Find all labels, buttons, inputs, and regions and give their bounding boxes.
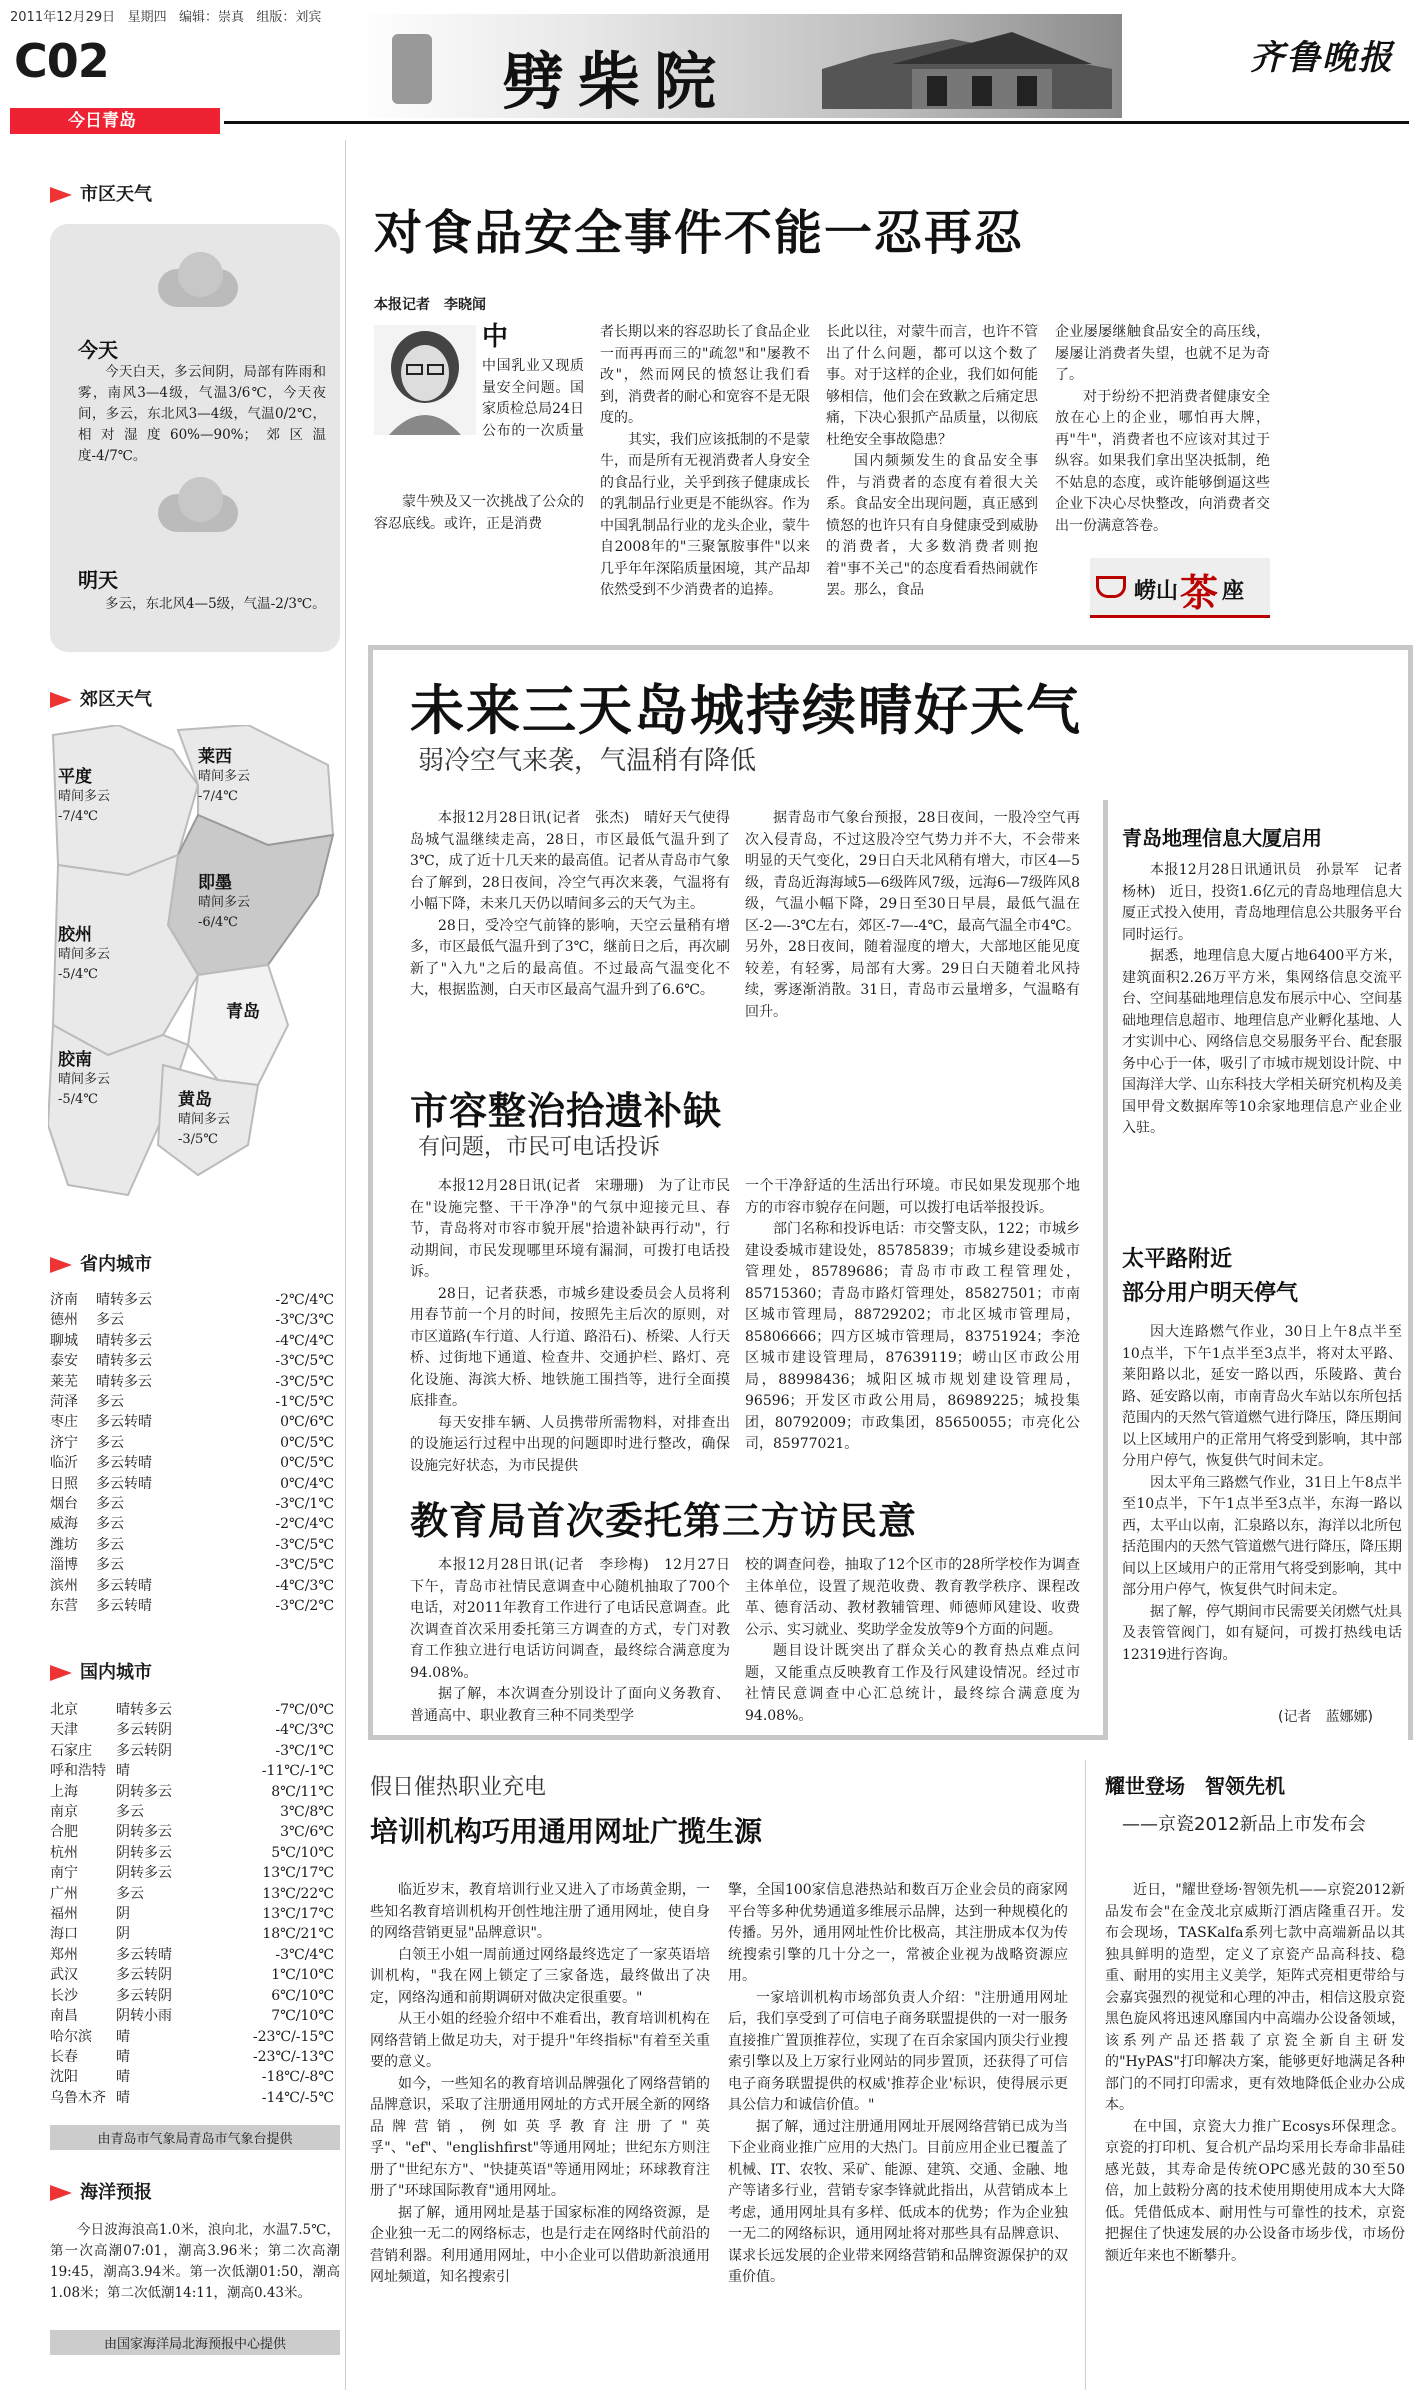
city-temp: -2℃/4℃ [275, 1292, 334, 1308]
city-temp: 7℃/10℃ [271, 2008, 334, 2025]
a8-title: 耀世登场 智领先机 [1105, 1774, 1285, 1798]
city-name: 哈尔滨 [50, 2028, 92, 2045]
suburb-map [48, 725, 340, 1325]
city-name: 日照 [50, 1475, 78, 1492]
prov-city-row [50, 1290, 340, 1310]
city-name: 合肥 [50, 1824, 78, 1841]
city-temp: 18℃/21℃ [262, 1926, 334, 1943]
a3-col2-p2: 部门名称和投诉电话：市交警支队，122；市城乡建设委城市建设处，85785839；市城乡建设委城市管理处，85789686；青岛市市政工程管理处，85715360；青岛市路灯管理处，85827501；市南区城市管理局，88729202；市北区城市管理局，85806666；四方区城市管理局，83751924；李沧区城市建设管理局，87639119；崂山区市政公用局，88998436；城阳区城市规划建设管理局，96596；开发区市政公用局，86989225；城投集团，80792009；市政集团，85650055；市亮化公司，85977021。 [745, 1221, 1080, 1452]
cloud-icon [148, 469, 248, 539]
brand-logo: 齐鲁晚报 [1250, 38, 1394, 78]
city-name: 淄博 [50, 1557, 78, 1574]
city-name: 北京 [50, 1702, 78, 1718]
city-condition: 晴 [116, 2048, 130, 2065]
ocean-heading [50, 2178, 152, 2204]
a1-col4 [1055, 322, 1270, 537]
city-name: 福州 [50, 1906, 78, 1923]
city-temp: 13℃/17℃ [262, 1865, 334, 1882]
reporter-portrait [374, 325, 476, 435]
city-name: 天津 [50, 1722, 78, 1739]
nat-city-row [50, 2088, 340, 2108]
prov-city-row [50, 1372, 340, 1392]
city-condition: 多云转阴 [116, 1967, 172, 1984]
section-banner [10, 108, 220, 134]
a1-col4-p2: 对于纷纷不把消费者健康安全放在心上的企业，哪怕再大牌，再"牛"，消费者也不应该对其过于纵容。如果我们拿出坚决抵制，绝不姑息的态度，或许能够倒逼这些企业下决心尽快整改，向消费者交出一份满意答卷。 [1055, 388, 1270, 534]
city-condition: 晴 [116, 2028, 130, 2045]
header-meta [10, 6, 321, 25]
nat-city-row [50, 1924, 340, 1944]
a3-col1-p3: 每天安排车辆、人员携带所需物料，对排查出的设施运行过程中出现的问题即时进行整改，确保设施完好状态，为市民提供 [410, 1414, 730, 1474]
a3-col1-p1: 本报12月28日讯(记者 宋珊珊) 为了让市民在"设施完整、干干净净"的气氛中迎接元旦、春节，青岛将对市容市貌开展"拾遗补缺再行动"，行动期间，市民发现哪里环境有漏洞，可拨打电话投诉。 [410, 1178, 730, 1280]
a7-title: 培训机构巧用通用网址广揽生源 [370, 1815, 763, 1848]
city-name: 济宁 [50, 1434, 78, 1451]
a1-col1-text [482, 356, 584, 442]
tomorrow-text: 多云，东北风4—5级，气温-2/3℃。 [105, 596, 326, 612]
city-temp: -3℃/5℃ [275, 1557, 334, 1574]
a2-title: 未来三天岛城持续晴好天气 [410, 679, 1082, 742]
logo-part-a: 崂山 [1134, 579, 1179, 604]
arrow-icon [50, 1257, 72, 1273]
a4-col1-p2: 据了解，本次调查分别设计了面向义务教育、普通高中、职业教育三种不同类型学 [410, 1686, 730, 1724]
a1-col1-p1: 中国乳业又现质量安全问题。国家质检总局24日公布的一次质量 [482, 358, 584, 439]
city-temp: 3℃/8℃ [280, 1804, 334, 1821]
suburb-desc: 晴间多云 [198, 895, 251, 910]
weather-source: 由青岛市气象局青岛市气象台提供 [50, 2125, 340, 2150]
a1-col3-p2: 国内频频发生的食品安全事件，与消费者的态度有着很大关系。食品安全出现问题，真正感到愤怒的也许只有自身健康受到威胁的消费者，大多数消费者则抱着"事不关己"的态度看看热闹就作罢。那么，食品 [826, 453, 1038, 598]
feature-frame-bottom [368, 1735, 1103, 1740]
city-name: 莱芜 [50, 1373, 78, 1390]
suburb-qingdao: 青岛 [226, 1002, 260, 1022]
a8-p2: 在中国，京瓷大力推广Ecosys环保理念。京瓷的打印机、复合机产品均采用长寿命非晶硅感光鼓，其寿命是传统OPC感光鼓的30至50倍，加上鼓粉分离的技术使用期使用成本大大降低。凭借低成本、耐用性与可靠性的技术，京瓷把握住了快速发展的办公设备市场步伐，市场份额近年来也不断攀升。 [1105, 2118, 1405, 2264]
city-condition: 多云转晴 [116, 1946, 172, 1963]
a5-title: 青岛地理信息大厦启用 [1122, 826, 1322, 850]
nat-city-row [50, 1884, 340, 1904]
a7-kicker: 假日催热职业充电 [370, 1775, 547, 1800]
prov-heading [50, 1250, 152, 1276]
a2-col1-p2: 28日，受冷空气前锋的影响，天空云量稍有增多，市区最低气温升到了3℃，继前日之后，再次刷新了"入九"之后的最高值。不过最高气温变化不大，根据监测，白天市区最高气温升到了6.6℃。 [410, 917, 730, 998]
suburb-temp: -5/4℃ [58, 1092, 98, 1107]
city-condition: 多云转晴 [96, 1475, 152, 1492]
suburb-desc: 晴间多云 [58, 947, 111, 962]
a1-title: 对食品安全事件不能一忍再忍 [374, 205, 1025, 261]
a6-p3: 据了解，停气期间市民需要关闭燃气灶具及表管管阀门，如有疑问，可拨打热线电话12319进行咨询。 [1122, 1603, 1402, 1663]
a8-body [1105, 1880, 1405, 2267]
a7-c1-p2: 白领王小姐一周前通过网络最终选定了一家英语培训机构，"我在网上锁定了三家备选，最终做出了决定，网络沟通和前期调研对做决定很重要。" [370, 1946, 710, 2006]
city-condition: 晴转多云 [96, 1292, 152, 1308]
city-condition: 多云 [96, 1394, 124, 1411]
a5-body [1122, 860, 1416, 1140]
suburb-desc: 晴间多云 [178, 1112, 231, 1127]
city-condition: 多云转阴 [116, 1987, 172, 2004]
header-weekday: 星期四 [127, 10, 167, 25]
city-condition: 阴转多云 [116, 1783, 172, 1800]
prov-city-row [50, 1555, 340, 1575]
prov-city-row [50, 1310, 340, 1330]
column-banner-art [352, 14, 1122, 118]
city-temp: -3℃/1℃ [275, 1742, 334, 1759]
suburb-name: 莱西 [198, 747, 232, 767]
a7-c2-p3: 据了解，通过注册通用网址开展网络营销已成为当下企业商业推广应用的大热门。目前应用企业已覆盖了机械、IT、农牧、采矿、能源、建筑、交通、金融、地产等诸多行业，营销专家李锋就此指出，从营销成本上考虑，通用网址具有多样、低成本的优势；作为企业独一无二的网络标识，通用网址将对那些具有品牌意识、谋求长远发展的企业带来网络营销和品牌资源保护的双重价值。 [728, 2118, 1068, 2285]
nat-city-row [50, 1802, 340, 1822]
prov-city-row [50, 1412, 340, 1432]
ocean-text: 今日波海浪高1.0米，浪向北，水温7.5℃，第一次高潮07:01，潮高3.96米；第二次高潮19:45，潮高3.94米。第一次低潮01:50，潮高1.08米；第二次低潮14:11，潮高0.43米。 [50, 2222, 340, 2301]
city-temp: -4℃/3℃ [275, 1577, 334, 1594]
city-name: 潍坊 [50, 1536, 78, 1553]
suburb-temp: -5/4℃ [58, 967, 98, 982]
a3-col1 [410, 1176, 730, 1477]
a7-c1-p4: 如今，一些知名的教育培训品牌强化了网络营销的品牌意识，采取了注册通用网址的方式开展全新的网络品牌营销，例如英孚教育注册了"英孚"、"ef"、"englishfirst"等通用网址；世纪东方则注册了"世纪东方"、"快捷英语"等通用网址；环球教育注册了"环球国际教育"通用网址。 [370, 2075, 710, 2199]
page-number: C02 [14, 34, 109, 88]
city-temp: -3℃/5℃ [275, 1536, 334, 1553]
a3-col1-p2: 28日，记者获悉，市城乡建设委员会人员将利用春节前一个月的时间，按照先主后次的原则，对市区道路(车行道、人行道、路沿石)、桥梁、人行天桥、过街地下通道、检查井、交通护栏、路灯、亮化设施、海滨大桥、地铁施工围挡等，进行全面摸底排查。 [410, 1285, 730, 1409]
suburb-weather-heading [50, 685, 152, 711]
sidebar [0, 140, 345, 2400]
a1-col2-p2: 其实，我们应该抵制的不是蒙牛，而是所有无视消费者人身安全的食品行业，关乎到孩子健康成长的乳制品行业更是不能纵容。作为中国乳制品行业的龙头企业，蒙牛自2008年的"三聚氰胺事件"以来几乎年年深陷质量困境，其产品却依然受到不少消费者的追捧。 [600, 431, 810, 598]
nat-city-row [50, 2067, 340, 2087]
a1-col3 [826, 322, 1038, 602]
city-condition: 阴转小雨 [116, 2008, 172, 2025]
suburb-huangdao [178, 1090, 230, 1150]
prov-city-row [50, 1535, 340, 1555]
suburb-name: 黄岛 [178, 1090, 212, 1110]
city-condition: 多云转阴 [116, 1722, 172, 1739]
city-condition: 晴转多云 [96, 1332, 152, 1349]
city-temp: -11℃/-1℃ [261, 1763, 334, 1780]
ocean-title: 海洋预报 [80, 2182, 152, 2203]
column-banner [352, 14, 1122, 118]
prov-city-row [50, 1576, 340, 1596]
sidebar-divider [345, 140, 346, 2390]
a2-col1-p1: 本报12月28日讯(记者 张杰) 晴好天气使得岛城气温继续走高，28日，市区最低气温升到了3℃，成了近十几天来的最高值。记者从青岛市气象台了解到，28日夜间，冷空气再次来袭，气温将有小幅下降，未来几天仍以晴间多云的天气为主。 [410, 810, 730, 912]
city-temp: -3℃/5℃ [275, 1353, 334, 1370]
city-condition: 晴转多云 [116, 1702, 172, 1718]
a4-col2 [745, 1555, 1080, 1727]
header-rule [224, 121, 1409, 124]
suburb-desc: 晴间多云 [58, 1072, 111, 1087]
city-name: 南京 [50, 1804, 78, 1821]
arrow-icon [50, 2185, 72, 2201]
city-condition: 晴 [116, 2089, 130, 2106]
a1-col4-p1: 企业屡屡继触食品安全的高压线，屡屡让消费者失望，也就不足为奇了。 [1055, 324, 1270, 383]
a3-subtitle: 有问题，市民可电话投诉 [418, 1135, 661, 1160]
suburb-desc: 晴间多云 [198, 769, 251, 784]
city-name: 枣庄 [50, 1414, 78, 1431]
column-title: 劈柴院 [502, 45, 731, 118]
prov-city-row [50, 1494, 340, 1514]
a1-dropcap: 中 [482, 322, 509, 352]
nat-city-row [50, 1782, 340, 1802]
a2-col1 [410, 808, 730, 1002]
city-temp: 0℃/5℃ [280, 1434, 334, 1451]
cloud-icon [148, 244, 248, 314]
city-temp: -23℃/-13℃ [252, 2048, 334, 2065]
city-temp: -3℃/3℃ [275, 1312, 334, 1329]
suburb-jiaozhou [58, 925, 110, 985]
a1-col1 [482, 322, 584, 352]
city-name: 长春 [50, 2048, 78, 2065]
city-condition: 晴 [116, 2069, 130, 2086]
city-temp: -3℃/1℃ [275, 1496, 334, 1513]
a7-c1-p1: 临近岁末，教育培训行业又进入了市场黄金期，一些知名教育培训机构开创性地注册了通用网址，使自身的网络营销更显"品牌意识"。 [370, 1882, 710, 1941]
city-condition: 阴转多云 [116, 1844, 172, 1861]
a8-rule [1085, 1760, 1086, 2390]
section-label: 今日青岛 [68, 111, 136, 131]
nat-city-row [50, 1843, 340, 1863]
suburb-temp: -6/4℃ [198, 915, 238, 930]
city-weather-box [50, 224, 340, 652]
prov-city-row [50, 1453, 340, 1473]
city-name: 石家庄 [50, 1742, 92, 1759]
city-condition: 阴 [116, 1906, 130, 1923]
a1-col1-wide [374, 446, 584, 535]
a4-col1 [410, 1555, 730, 1727]
suburb-name: 胶南 [58, 1050, 92, 1070]
city-name: 德州 [50, 1312, 78, 1329]
prov-city-row [50, 1596, 340, 1616]
city-temp: -3℃/5℃ [275, 1373, 334, 1390]
nat-city-row [50, 2006, 340, 2026]
city-temp: -7℃/0℃ [275, 1702, 334, 1718]
city-condition: 阴 [116, 1926, 130, 1943]
city-condition: 晴 [116, 1763, 130, 1780]
city-condition: 多云 [96, 1496, 124, 1513]
nat-city-row [50, 1822, 340, 1842]
a8-p1: 近日，"耀世登场·智领先机——京瓷2012新品发布会"在金茂北京威斯汀酒店隆重召开。发布会现场，TASKalfa系列七款中高端新品以其独具鲜明的造型，定义了京瓷产品高科技、稳重、耐用的实用主义美学，矩阵式亮相更带给与会嘉宾强烈的视觉和心理的冲击，相信这股京瓷黑色旋风将迅速风靡国内中高端办公设备领域，该系列产品还搭载了京瓷全新自主研发的"HyPAS"打印解决方案，能够更好地满足各种部门的不同打印需求，更有效地降低企业办公成本。 [1105, 1882, 1405, 2113]
suburb-jimo [198, 873, 250, 933]
city-temp: -2℃/4℃ [275, 1516, 334, 1533]
prov-city-row [50, 1351, 340, 1371]
a1-col2 [600, 322, 810, 602]
a5-p1: 本报12月28日讯通讯员 孙景军 记者 杨林) 近日，投资1.6亿元的青岛地理信息大厦正式投入使用，青岛地理信息公共服务平台同时运行。 [1122, 862, 1416, 943]
a8-subtitle: ——京瓷2012新品上市发布会 [1122, 1814, 1366, 1835]
city-name: 长沙 [50, 1987, 78, 2004]
a7-col1 [370, 1880, 710, 2289]
a4-col1-p1: 本报12月28日讯(记者 李珍梅) 12月27日下午，青岛市社情民意调查中心随机抽取了700个电话，对2011年教育工作进行了电话民意调查。此次调查首次采用委托第三方调查的方式，专门对教育工作独立进行电话访问调查，最终综合满意度为94.08%。 [410, 1557, 730, 1681]
prov-table [50, 1290, 340, 1617]
a7-c2-p1: 擎，全国100家信息港热站和数百万企业会员的商家网平台等多种优势通道多维展示品牌，达到一种规模化的传播。另外，通用网址性价比极高，其注册成本仅为传统搜索引擎的几十分之一，常被企业视为战略资源应用。 [728, 1882, 1068, 1984]
city-name: 南昌 [50, 2008, 78, 2025]
suburb-desc: 晴间多云 [58, 789, 111, 804]
suburb-temp: -7/4℃ [198, 789, 238, 804]
city-condition: 晴转多云 [96, 1353, 152, 1370]
a1-col3-p1: 长此以往，对蒙牛而言，也许不管出了什么问题，都可以这个数了事。对于这样的企业，我们如何能够相信，他们会在致歉之后痛定思痛，下决心狠抓产品质量，以彻底杜绝安全事故隐患？ [826, 324, 1038, 448]
header-editor: 编辑：崇真 [179, 10, 245, 25]
suburb-name: 即墨 [198, 873, 232, 893]
city-temp: -4℃/3℃ [275, 1722, 334, 1739]
suburb-pingdu [58, 767, 110, 827]
city-temp: 1℃/10℃ [271, 1967, 334, 1984]
city-temp: -1℃/5℃ [275, 1394, 334, 1411]
a6-p2: 因太平角三路燃气作业，31日上午8点半至10点半，下午1点半至3点半，东海一路以西，太平山以南，汇泉路以东，海洋以北所包括范围内的天然气管道燃气进行降压，降压期间以上区域用户的正常用气将受到影响，其中部分用户停气，恢复供气时间未定。 [1122, 1474, 1402, 1598]
city-condition: 多云 [96, 1434, 124, 1451]
city-condition: 多云 [96, 1516, 124, 1533]
city-name: 济南 [50, 1292, 78, 1308]
a6-title-2: 部分用户明天停气 [1122, 1281, 1299, 1306]
prov-city-row [50, 1433, 340, 1453]
suburb-name: 胶州 [58, 925, 92, 945]
tomorrow-label: 明天 [78, 568, 118, 592]
city-condition: 多云 [96, 1312, 124, 1329]
nat-city-row [50, 1700, 340, 1720]
a1-byline: 本报记者 李晓闻 [374, 297, 486, 313]
city-temp: 5℃/10℃ [271, 1844, 334, 1861]
a2-col2 [745, 808, 1080, 1023]
ocean-source: 由国家海洋局北海预报中心提供 [50, 2330, 340, 2355]
city-name: 聊城 [50, 1332, 78, 1349]
today-text: 今天白天，多云间阴，局部有阵雨和雾，南风3—4级，气温3/6℃，今天夜间，多云，东北风3—4级，气温0/2℃，相对湿度60%—90%；郊区温度-4/7℃。 [78, 364, 326, 464]
header-layout: 组版：刘宾 [256, 10, 322, 25]
a6-title-1: 太平路附近 [1122, 1247, 1233, 1272]
nat-table [50, 1700, 340, 2108]
tea-cup-icon [1096, 576, 1126, 598]
a7-col2 [728, 1880, 1068, 2289]
city-temp: -3℃/4℃ [275, 1946, 334, 1963]
city-temp: 0℃/6℃ [280, 1414, 334, 1431]
city-name: 东营 [50, 1598, 78, 1615]
city-name: 滨州 [50, 1577, 78, 1594]
city-temp: -18℃/-8℃ [261, 2069, 334, 2086]
city-temp: 13℃/22℃ [262, 1885, 334, 1902]
feature-frame-inner [1103, 800, 1108, 1740]
city-temp: 3℃/6℃ [280, 1824, 334, 1841]
a4-col2-p1: 校的调查问卷，抽取了12个区市的28所学校作为调查主体单位，设置了规范收费、教育教学秩序、课程改革、德育活动、教材教辅管理、师德师风建设、收费公示、实习就业、奖助学金发放等9个方面的问题。 [745, 1557, 1080, 1638]
logo-part-c: 座 [1222, 579, 1245, 604]
city-temp: 0℃/4℃ [280, 1475, 334, 1492]
city-weather-heading [50, 180, 152, 206]
city-temp: 0℃/5℃ [280, 1455, 334, 1472]
nat-city-row [50, 1720, 340, 1740]
city-name: 广州 [50, 1885, 78, 1902]
prov-city-row [50, 1331, 340, 1351]
city-name: 临沂 [50, 1455, 78, 1472]
nat-city-row [50, 1945, 340, 1965]
city-condition: 多云 [116, 1804, 144, 1821]
a6-body [1122, 1322, 1402, 1666]
nat-city-row [50, 1863, 340, 1883]
city-temp: 13℃/17℃ [262, 1906, 334, 1923]
city-condition: 多云 [116, 1885, 144, 1902]
city-name: 海口 [50, 1926, 78, 1943]
a5-p2: 据悉，地理信息大厦占地6400平方米，建筑面积2.26万平方米，集网络信息交流平台、空间基础地理信息发布展示中心、空间基础地理信息超市、地理信息产业孵化基地、人才实训中心、网络信息交易服务平台、配套服务中心于一体，吸引了市城市规划设计院、中国海洋大学、山东科技大学相关研究机构及美国甲骨文数据库等10余家地理信息产业企业入驻。 [1122, 948, 1402, 1136]
city-condition: 多云转晴 [96, 1455, 152, 1472]
suburb-name: 平度 [58, 767, 92, 787]
a4-title: 教育局首次委托第三方访民意 [410, 1499, 918, 1543]
prov-city-row [50, 1474, 340, 1494]
a6-p1: 因大连路燃气作业，30日上午8点半至10点半，下午1点半至3点半，将对太平路、莱阳路以北，延安一路以西，乐陵路、黄台路、延安路以南，市南青岛火车站以东所包括范围内的天然气管道燃气进行降压，降压期间以上区域用户的正常用气将受到影响，其中部分用户停气，恢复供气时间未定。 [1122, 1324, 1402, 1469]
a7-c1-p3: 从王小姐的经验介绍中不难看出，教育培训机构在网络营销上做足功夫，对于提升"年终指标"有着至关重要的意义。 [370, 2011, 710, 2070]
nat-city-row [50, 1965, 340, 1985]
nat-city-row [50, 2047, 340, 2067]
city-condition: 多云转晴 [96, 1414, 152, 1431]
city-condition: 晴转多云 [96, 1373, 152, 1390]
city-condition: 多云 [96, 1557, 124, 1574]
suburb-weather-title: 郊区天气 [80, 689, 152, 710]
nat-city-row [50, 1741, 340, 1761]
a6-byline: (记者 蓝娜娜) [1278, 1709, 1373, 1725]
a1-col2-p1: 者长期以来的容忍助长了食品企业一而再再而三的"疏忽"和"屡教不改"，然而网民的愤怒让我们看到，消费者的耐心和宽容不是无限度的。 [600, 324, 810, 426]
prov-title: 省内城市 [80, 1254, 152, 1275]
a3-title: 市容整治拾遗补缺 [410, 1089, 723, 1133]
city-name: 威海 [50, 1516, 78, 1533]
a7-c2-p2: 一家培训机构市场部负责人介绍："注册通用网址后，我们享受到了可信电子商务联盟提供的一对一服务直接推广置顶推荐位，实现了在百余家国内顶尖行业搜索引擎以及上万家行业网站的同步置顶，还获得了可信电子商务联盟提供的权威'推荐企业'标识，使得展示更具公信力和诚信价值。" [728, 1989, 1068, 2113]
arrow-icon [50, 692, 72, 708]
nat-title: 国内城市 [80, 1662, 152, 1683]
city-temp: -14℃/-5℃ [261, 2089, 334, 2106]
suburb-temp: -7/4℃ [58, 809, 98, 824]
city-name: 乌鲁木齐 [50, 2089, 106, 2106]
city-name: 烟台 [50, 1496, 78, 1513]
city-condition: 多云转阴 [116, 1742, 172, 1759]
suburb-laixi [198, 747, 250, 807]
suburb-jiaonan [58, 1050, 110, 1110]
arrow-icon [50, 187, 72, 203]
city-condition: 阴转多云 [116, 1824, 172, 1841]
city-name: 沈阳 [50, 2069, 78, 2086]
nat-heading [50, 1658, 152, 1684]
city-weather-title: 市区天气 [80, 184, 152, 205]
laoshan-tea-logo [1090, 558, 1270, 618]
city-name: 武汉 [50, 1967, 78, 1984]
a1-col1-p2: 蒙牛殃及又一次挑战了公众的容忍底线。或许，正是消费 [374, 494, 584, 532]
suburb-temp: -3/5℃ [178, 1132, 218, 1147]
arrow-icon [50, 1665, 72, 1681]
city-name: 呼和浩特 [50, 1763, 106, 1780]
prov-city-row [50, 1392, 340, 1412]
city-name: 泰安 [50, 1353, 78, 1370]
nat-city-row [50, 1986, 340, 2006]
logo-part-b: 茶 [1180, 570, 1219, 615]
city-temp: 6℃/10℃ [271, 1987, 334, 2004]
city-condition: 多云 [96, 1536, 124, 1553]
city-name: 菏泽 [50, 1394, 78, 1411]
nat-city-row [50, 2027, 340, 2047]
nat-city-row [50, 1761, 340, 1781]
reporter-photo [374, 325, 476, 435]
city-name: 郑州 [50, 1946, 78, 1963]
city-name: 南宁 [50, 1865, 78, 1882]
city-name: 上海 [50, 1783, 78, 1800]
city-temp: 8℃/11℃ [271, 1783, 334, 1800]
header-date: 2011年12月29日 [10, 10, 116, 25]
city-temp: -23℃/-15℃ [252, 2028, 334, 2045]
a7-c1-p5: 据了解，通用网址是基于国家标准的网络资源，是企业独一无二的网络标志，也是行走在网络时代前沿的营销利器。利用通用网址，中小企业可以借助新浪通用网址频道，知名搜索引 [370, 2204, 710, 2285]
prov-city-row [50, 1514, 340, 1534]
a2-subtitle: 弱冷空气来袭，气温稍有降低 [418, 746, 757, 776]
city-condition: 多云转晴 [96, 1577, 152, 1594]
nat-city-row [50, 1904, 340, 1924]
a2-col2-p1: 据青岛市气象台预报，28日夜间，一股冷空气再次入侵青岛，不过这股冷空气势力并不大，不会带来明显的天气变化，29日白天北风稍有增大，市区4—5级，青岛近海海域5—6级阵风7级，远海6—7级阵风8级，气温小幅下降，29日至30日早晨，最低气温在区-2—-3℃左右，郊区-7—-4℃，最高气温全市4℃。另外，28日夜间，随着湿度的增大，大部地区能见度较差，有轻雾，局部有大雾。29日白天随着北风持续，雾逐渐消散。31日，青岛市云量增多，气温略有回升。 [745, 810, 1080, 1020]
city-condition: 多云转晴 [96, 1598, 152, 1615]
city-condition: 阴转多云 [116, 1865, 172, 1882]
city-temp: -4℃/4℃ [275, 1332, 334, 1349]
city-name: 杭州 [50, 1844, 78, 1861]
today-label: 今天 [78, 338, 118, 362]
city-temp: -3℃/2℃ [275, 1598, 334, 1615]
a4-col2-p2: 题目设计既突出了群众关心的教育热点难点问题，又能重点反映教育工作及行风建设情况。经过市社情民意调查中心汇总统计，最终综合满意度为94.08%。 [745, 1643, 1080, 1724]
a3-col2-p1: 一个干净舒适的生活出行环境。市民如果发现那个地方的市容市貌存在问题，可以拨打电话举报投诉。 [745, 1178, 1080, 1216]
a3-col2 [745, 1176, 1080, 1456]
